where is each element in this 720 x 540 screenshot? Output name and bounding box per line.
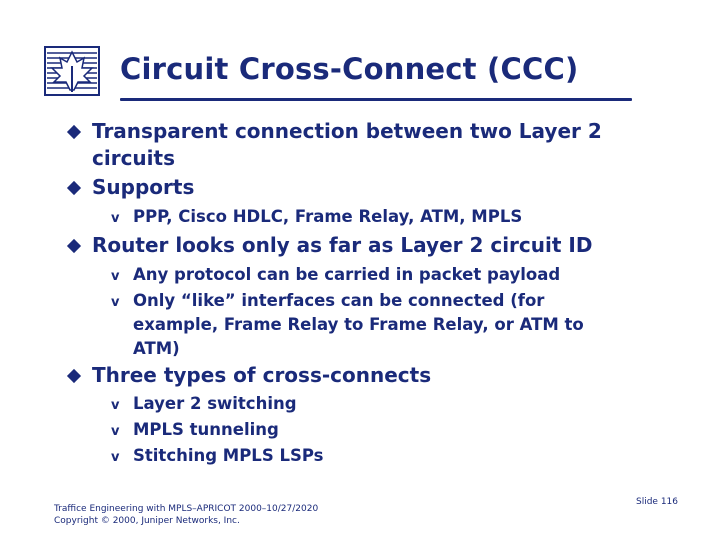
- bullet-text: Router looks only as far as Layer 2 circuit ID: [92, 233, 593, 257]
- footer: [54, 503, 318, 527]
- diamond-bullet-icon: [67, 239, 81, 253]
- v-bullet-icon: v: [111, 424, 120, 439]
- title-underline: [120, 98, 632, 101]
- sub-bullet-text: MPLS tunneling: [133, 420, 279, 439]
- bullet-text: Supports: [92, 175, 195, 199]
- v-bullet-icon: v: [111, 211, 120, 226]
- bullet-text: Three types of cross-connects: [92, 363, 432, 387]
- diamond-bullet-icon: [67, 125, 81, 139]
- v-bullet-icon: v: [111, 295, 120, 310]
- sub-bullet-text: PPP, Cisco HDLC, Frame Relay, ATM, MPLS: [133, 207, 523, 226]
- diamond-bullet-icon: [67, 369, 81, 383]
- sub-bullet-text: Stitching MPLS LSPs: [133, 446, 324, 465]
- v-bullet-icon: v: [111, 450, 120, 465]
- v-bullet-icon: v: [111, 398, 120, 413]
- bullet-text: Transparent connection between two Layer 2 circuits: [92, 119, 602, 170]
- sub-bullet-text: Layer 2 switching: [133, 394, 297, 413]
- diamond-bullet-icon: [67, 181, 81, 195]
- juniper-logo-icon: [44, 46, 100, 96]
- footer-copyright: Copyright © 2000, Juniper Networks, Inc.: [54, 516, 240, 526]
- footer-title: Traffice Engineering with MPLS–APRICOT 2000–10/27/2020: [54, 504, 319, 514]
- sub-bullet-text: Any protocol can be carried in packet payload: [133, 265, 561, 284]
- slide-number: Slide 116: [636, 497, 679, 507]
- slide-title: Circuit Cross-Connect (CCC): [120, 52, 579, 86]
- sub-bullet-text: Only “like” interfaces can be connected (for example, Frame Relay to Frame Relay, or ATM to ATM): [133, 291, 584, 358]
- v-bullet-icon: v: [111, 269, 120, 284]
